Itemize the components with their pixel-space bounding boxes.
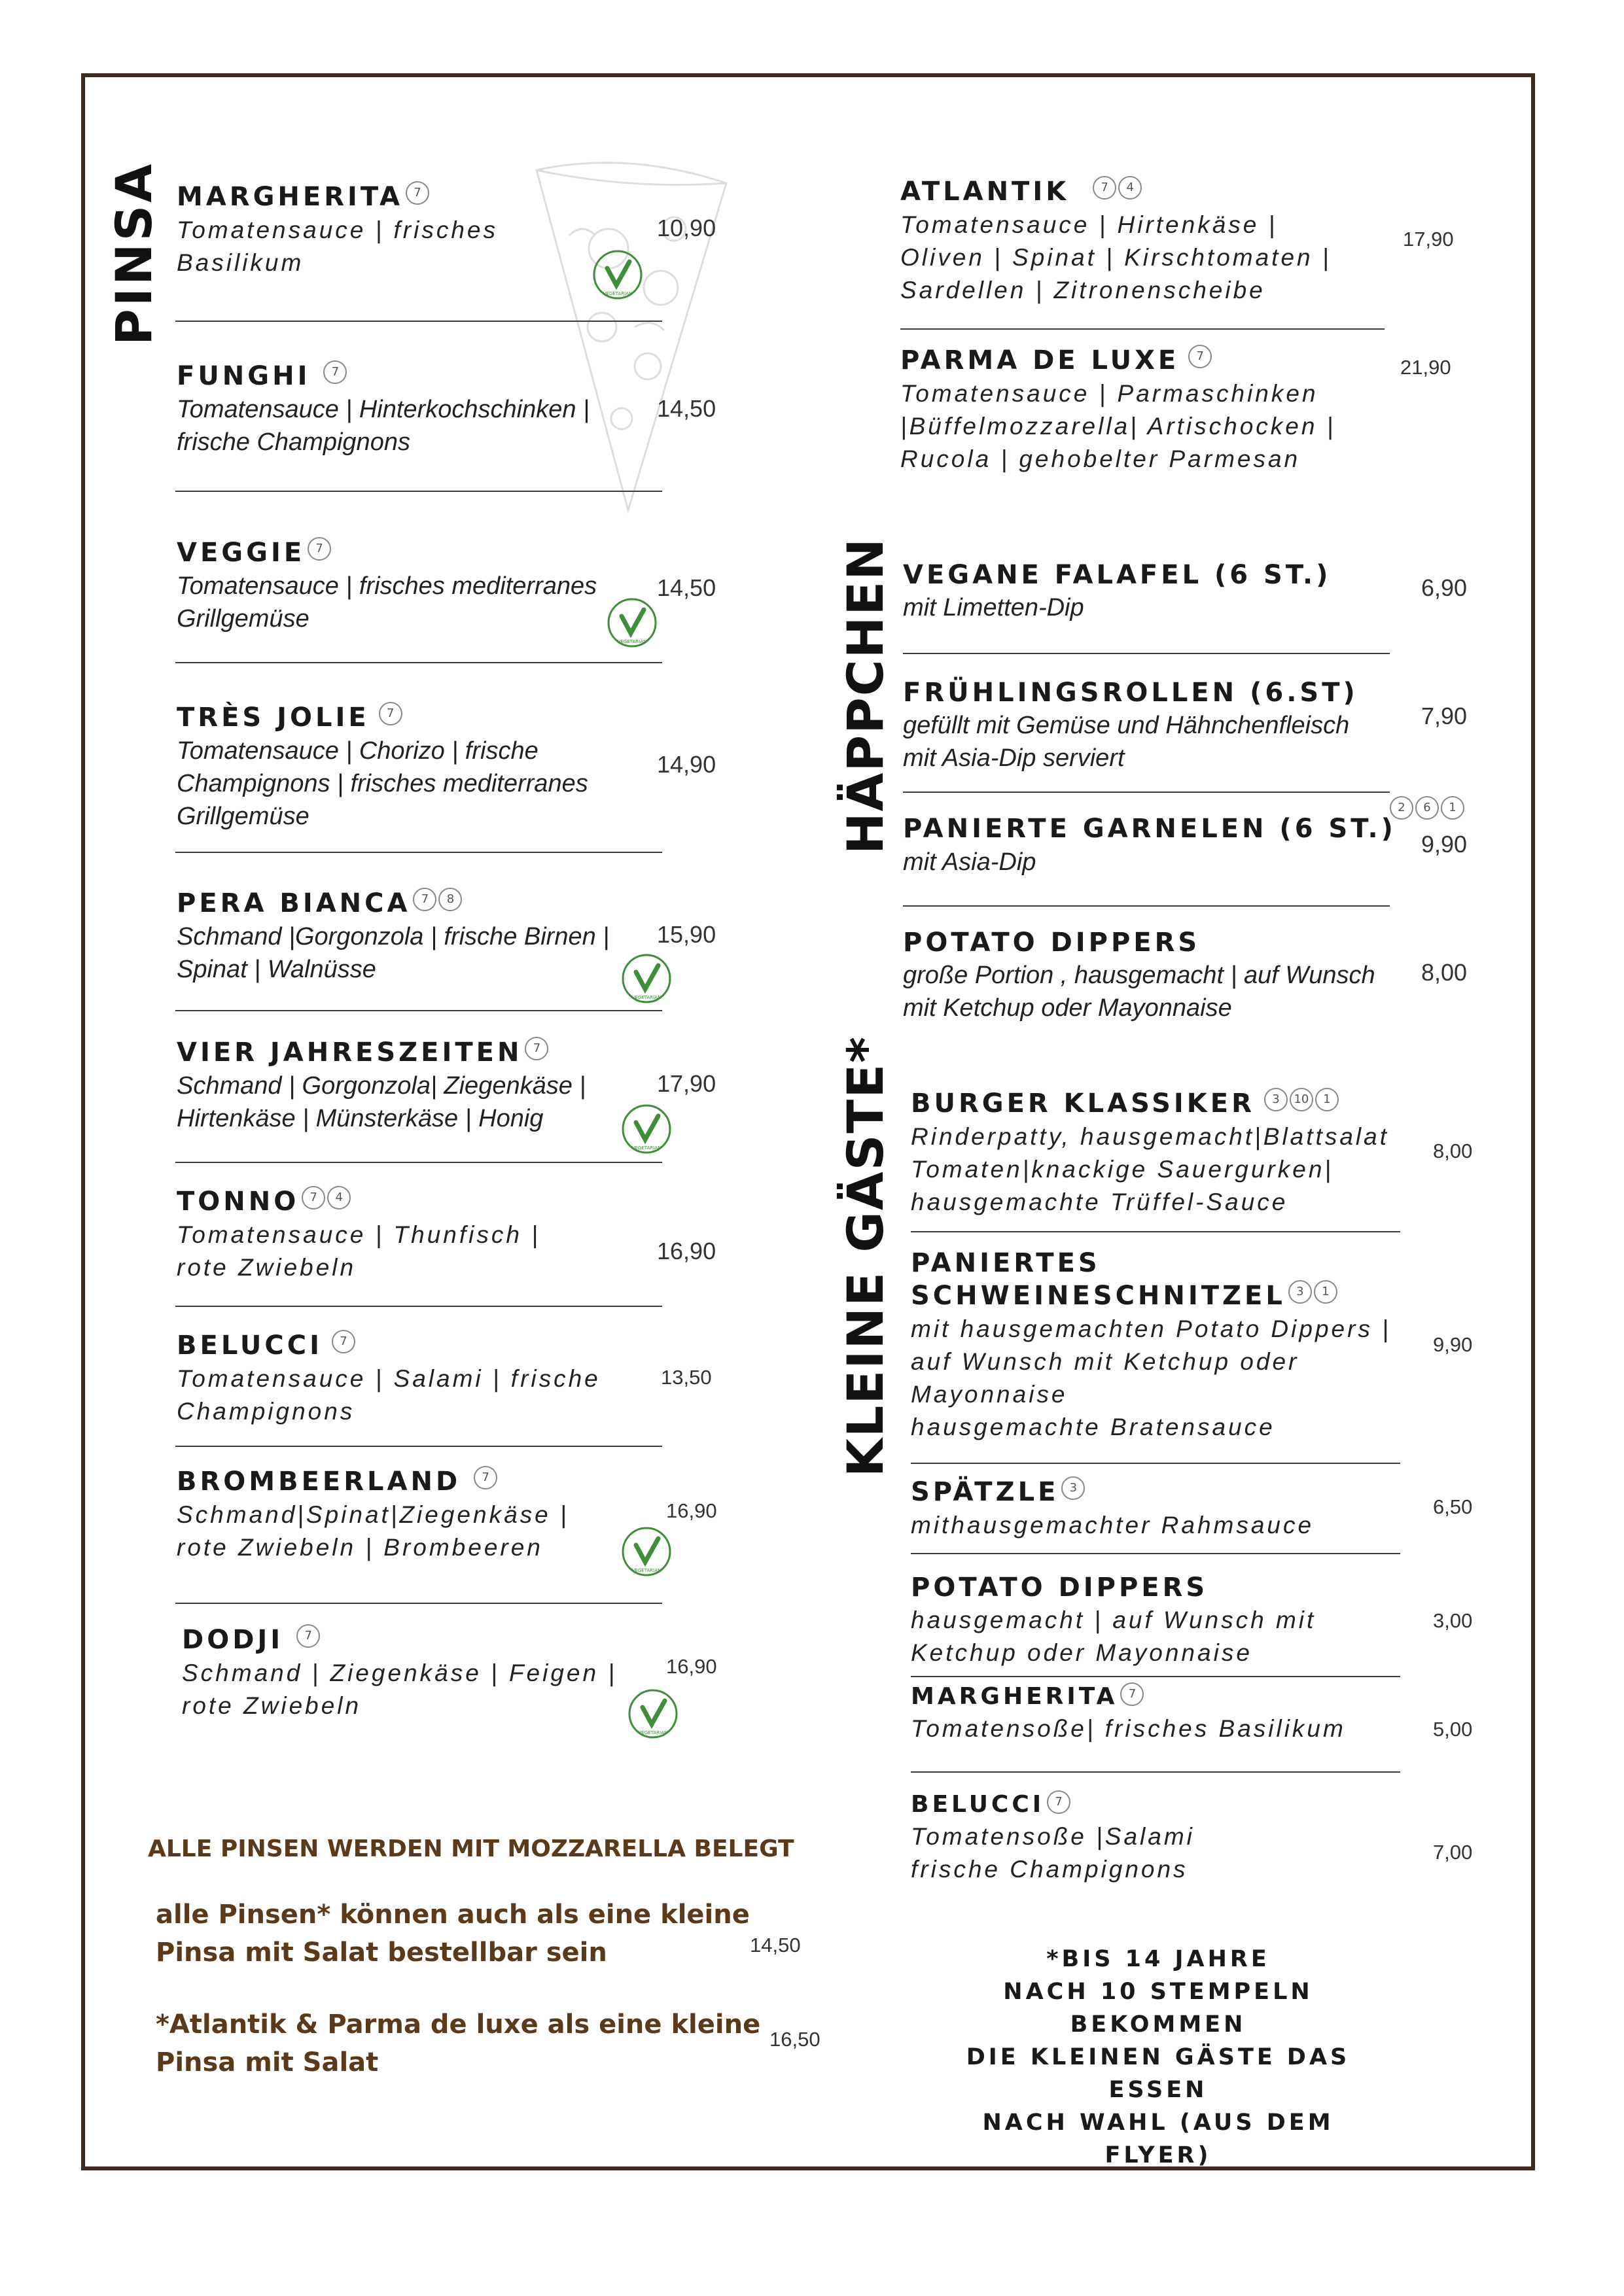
divider xyxy=(900,328,1385,330)
divider xyxy=(175,1603,662,1604)
menu-item-belucci-kids xyxy=(911,1790,1195,1886)
vegetarian-badge-icon xyxy=(627,1688,679,1740)
item-price: 6,90 xyxy=(1421,574,1468,601)
allergen-badges xyxy=(379,692,404,725)
divider xyxy=(903,791,1390,793)
menu-item-potato-dippers-kids xyxy=(911,1571,1316,1669)
allergen-badge: 7 xyxy=(1093,176,1116,200)
allergen-badge: 7 xyxy=(413,888,436,911)
item-price: 10,90 xyxy=(657,215,716,241)
divider xyxy=(911,1463,1400,1464)
allergen-badge: 7 xyxy=(1047,1790,1070,1814)
item-price: 7,90 xyxy=(1421,703,1468,729)
allergen-badge: 7 xyxy=(296,1624,320,1648)
menu-item-burger-klassiker xyxy=(911,1087,1389,1219)
note-small-atlantik-price: 16,50 xyxy=(769,2028,821,2051)
divider xyxy=(175,852,662,853)
allergen-badge: 4 xyxy=(1118,176,1142,200)
note-kids-age: *BIS 14 JAHRE NACH 10 STEMPELN BEKOMMEN DIE KLEINEN GÄSTE DAS ESSEN NACH WAHL (AUS DEM FLYER) xyxy=(966,1946,1350,2168)
menu-item-fruehlingsrollen xyxy=(903,676,1358,774)
item-description: Tomatensoße| frisches Basilikum xyxy=(911,1715,1346,1742)
allergen-badges xyxy=(332,1320,357,1353)
item-name: PARMA DE LUXE xyxy=(900,345,1180,375)
item-description: Tomatensauce | Hinterkochschinken | frische Champignons xyxy=(177,396,590,456)
veg-badge-label: VEGETARIAN xyxy=(617,639,647,644)
allergen-badge: 7 xyxy=(308,537,331,561)
item-name: BELUCCI xyxy=(911,1791,1045,1818)
item-name: MARGHERITA xyxy=(177,182,404,212)
item-name-line2: SCHWEINESCHNITZEL xyxy=(911,1281,1286,1311)
menu-item-brombeerland xyxy=(177,1465,569,1564)
allergen-badge: 7 xyxy=(302,1186,325,1209)
vegetarian-badge-icon xyxy=(620,952,673,1005)
allergen-badge: 7 xyxy=(406,181,429,205)
allergen-badges xyxy=(1061,1467,1087,1500)
divider xyxy=(911,1771,1400,1773)
menu-item-dodji xyxy=(182,1624,617,1722)
item-name: POTATO DIPPERS xyxy=(911,1573,1209,1603)
item-price: 6,50 xyxy=(1433,1495,1473,1518)
item-name: BELUCCI xyxy=(177,1331,323,1361)
item-price: 3,00 xyxy=(1433,1609,1473,1632)
item-description: mit Limetten-Dip xyxy=(903,594,1084,621)
note-small-pinsa: alle Pinsen* können auch als eine kleine Pinsa mit Salat bestellbar sein xyxy=(156,1900,750,1968)
item-description: hausgemacht | auf Wunsch mit Ketchup oder Mayonnaise xyxy=(911,1607,1316,1666)
item-price: 5,00 xyxy=(1433,1718,1473,1741)
item-name: FRÜHLINGSROLLEN (6.ST) xyxy=(903,678,1358,708)
item-description: Tomatensauce | Chorizo | frische Champignons | frisches mediterranes Grillgemüse xyxy=(177,737,588,830)
divider xyxy=(175,491,662,492)
allergen-badge: 7 xyxy=(1120,1682,1144,1706)
allergen-badge: 4 xyxy=(327,1186,351,1209)
divider xyxy=(175,321,662,322)
allergen-badges xyxy=(406,171,431,205)
divider xyxy=(175,1306,662,1307)
menu-item-potato-dippers xyxy=(903,926,1375,1024)
note-mozzarella: ALLE PINSEN WERDEN MIT MOZZARELLA BELEGT xyxy=(148,1835,794,1862)
item-price: 9,90 xyxy=(1421,831,1468,858)
menu-item-funghi xyxy=(177,360,590,459)
allergen-badges xyxy=(1047,1783,1072,1814)
menu-item-atlantik xyxy=(900,175,1332,307)
allergen-badges xyxy=(1120,1676,1146,1706)
item-name: VIER JAHRESZEITEN xyxy=(177,1037,523,1068)
item-name: BROMBEERLAND xyxy=(177,1467,461,1497)
item-price: 16,90 xyxy=(666,1499,717,1522)
allergen-badge: 1 xyxy=(1315,1088,1339,1111)
item-description: Rinderpatty, hausgemacht|Blattsalat Tomaten|knackige Sauergurken| hausgemachte Trüffel-Sauce xyxy=(911,1123,1389,1215)
menu-item-tonno xyxy=(177,1185,540,1284)
allergen-badge: 7 xyxy=(332,1330,355,1353)
menu-item-pera-bianca xyxy=(177,887,609,986)
item-price: 13,50 xyxy=(661,1366,712,1389)
allergen-badge: 7 xyxy=(1188,345,1212,368)
menu-item-paniertes-schweineschnitzel xyxy=(911,1247,1391,1444)
item-name: FUNGHI xyxy=(177,361,311,391)
divider xyxy=(175,662,662,663)
item-description: gefüllt mit Gemüse und Hähnchenfleisch mit Asia-Dip serviert xyxy=(903,712,1350,772)
divider xyxy=(911,1231,1400,1232)
divider xyxy=(903,653,1390,654)
allergen-badges xyxy=(296,1614,322,1648)
item-name: DODJI xyxy=(182,1625,284,1655)
vegetarian-badge-icon xyxy=(606,597,658,649)
section-title-pinsa: PINSA xyxy=(105,161,163,345)
item-name: VEGANE FALAFEL (6 ST.) xyxy=(903,560,1332,590)
allergen-badge: 3 xyxy=(1264,1088,1288,1111)
menu-item-spaetzle xyxy=(911,1476,1314,1542)
allergen-badges xyxy=(308,527,333,561)
divider xyxy=(903,905,1390,907)
item-description: Tomatensauce | frisches mediterranes Grillgemüse xyxy=(177,572,597,633)
veg-badge-label: VEGETARIAN xyxy=(638,1730,668,1735)
item-name: POTATO DIPPERS xyxy=(903,928,1201,958)
item-price: 15,90 xyxy=(657,921,716,948)
veg-badge-label: VEGETARIAN xyxy=(603,291,633,296)
divider xyxy=(911,1553,1400,1554)
menu-item-tres-jolie xyxy=(177,701,588,833)
allergen-badge: 7 xyxy=(525,1037,548,1060)
divider xyxy=(175,1010,662,1011)
allergen-badge: 1 xyxy=(1314,1280,1337,1304)
divider xyxy=(175,1446,662,1447)
allergen-badge: 6 xyxy=(1415,796,1439,820)
vegetarian-badge-icon xyxy=(620,1525,673,1578)
section-title-kleine-gaeste: KLEINE GÄSTE* xyxy=(836,1035,894,1477)
allergen-badges xyxy=(323,351,349,384)
allergen-badge: 7 xyxy=(323,360,347,384)
item-name: BURGER KLASSIKER xyxy=(911,1088,1255,1119)
item-price: 16,90 xyxy=(657,1238,716,1264)
item-price: 8,00 xyxy=(1421,959,1468,986)
item-price: 7,00 xyxy=(1433,1841,1473,1864)
divider xyxy=(911,1676,1400,1677)
item-name: TRÈS JOLIE xyxy=(177,703,370,733)
allergen-badges xyxy=(1093,166,1144,200)
allergen-badges xyxy=(302,1176,353,1209)
allergen-badges xyxy=(474,1456,499,1489)
item-description: Tomatensauce | Thunfisch | rote Zwiebeln xyxy=(177,1221,540,1281)
item-price: 8,00 xyxy=(1433,1139,1473,1162)
item-price: 14,50 xyxy=(657,395,716,422)
allergen-badge: 7 xyxy=(474,1466,497,1489)
allergen-badges xyxy=(1264,1078,1341,1111)
allergen-badge: 1 xyxy=(1441,796,1464,820)
item-description: große Portion , hausgemacht | auf Wunsch mit Ketchup oder Mayonnaise xyxy=(903,962,1375,1022)
item-description: Tomatensauce | Hirtenkäse | Oliven | Spinat | Kirschtomaten | Sardellen | Zitronenscheibe xyxy=(900,211,1332,304)
item-name: PANIERTES xyxy=(911,1248,1101,1278)
item-description: Schmand | Ziegenkäse | Feigen | rote Zwiebeln xyxy=(182,1660,617,1719)
veg-badge-label: VEGETARIAN xyxy=(631,995,662,1000)
allergen-badges xyxy=(1188,335,1214,368)
allergen-badge: 3 xyxy=(1061,1476,1085,1500)
vegetarian-badge-icon xyxy=(620,1103,673,1155)
menu-item-vier-jahreszeiten xyxy=(177,1036,586,1135)
note-small-atlantik: *Atlantik & Parma de luxe als eine kleine Pinsa mit Salat xyxy=(156,2009,761,2078)
menu-item-veggie xyxy=(177,536,597,635)
veg-badge-label: VEGETARIAN xyxy=(631,1568,662,1573)
note-small-pinsa-price: 14,50 xyxy=(750,1934,801,1957)
item-price: 14,90 xyxy=(657,751,716,778)
item-description: mit hausgemachten Potato Dippers | auf Wunsch mit Ketchup oder Mayonnaise hausgemachte Bratensauce xyxy=(911,1315,1391,1440)
allergen-badges xyxy=(413,878,464,911)
allergen-badges xyxy=(1390,786,1466,820)
allergen-badge: 3 xyxy=(1288,1280,1312,1304)
item-name: TONNO xyxy=(177,1187,300,1217)
allergen-badge: 7 xyxy=(379,702,402,725)
item-price: 17,90 xyxy=(657,1070,716,1097)
item-description: Schmand|Spinat|Ziegenkäse | rote Zwiebeln | Brombeeren xyxy=(177,1501,569,1561)
vegetarian-badge-icon xyxy=(591,249,644,301)
item-name: PANIERTE GARNELEN (6 ST.) xyxy=(903,814,1396,844)
item-description: mithausgemachter Rahmsauce xyxy=(911,1512,1315,1539)
menu-item-belucci xyxy=(177,1329,601,1428)
menu-item-parma-de-luxe xyxy=(900,344,1335,476)
item-description: Tomatensauce | Salami | frische Champignons xyxy=(177,1365,601,1425)
allergen-badge: 8 xyxy=(438,888,462,911)
allergen-badge: 2 xyxy=(1390,796,1413,820)
menu-item-margherita xyxy=(177,181,498,279)
item-price: 16,90 xyxy=(666,1655,717,1678)
veg-badge-label: VEGETARIAN xyxy=(631,1145,662,1151)
item-description: Tomatensauce | Parmaschinken |Büffelmozzarella| Artischocken | Rucola | gehobelter Parmesan xyxy=(900,380,1336,472)
section-title-haeppchen: HÄPPCHEN xyxy=(836,537,894,854)
item-description: Tomatensoße |Salami frische Champignons xyxy=(911,1823,1195,1883)
allergen-badge: 10 xyxy=(1290,1088,1313,1111)
item-price: 17,90 xyxy=(1403,228,1454,251)
item-name: ATLANTIK xyxy=(900,177,1070,207)
item-description: Schmand |Gorgonzola | frische Birnen | Spinat | Walnüsse xyxy=(177,923,610,983)
pizza-sketch-illustration xyxy=(510,157,746,523)
item-name: SPÄTZLE xyxy=(911,1477,1059,1507)
item-description: Schmand | Gorgonzola| Ziegenkäse | Hirtenkäse | Münsterkäse | Honig xyxy=(177,1072,586,1132)
item-name: PERA BIANCA xyxy=(177,888,411,918)
item-name: VEGGIE xyxy=(177,538,306,568)
menu-item-margherita-kids xyxy=(911,1682,1346,1745)
item-name: MARGHERITA xyxy=(911,1683,1118,1710)
allergen-badges xyxy=(525,1027,550,1060)
allergen-badges xyxy=(1288,1270,1339,1304)
item-description: Tomatensauce | frisches Basilikum xyxy=(177,217,498,276)
item-price: 21,90 xyxy=(1400,356,1451,379)
menu-item-vegane-falafel xyxy=(903,559,1332,624)
divider xyxy=(175,1162,662,1163)
item-price: 9,90 xyxy=(1433,1333,1473,1356)
menu-item-panierte-garnelen xyxy=(903,801,1466,878)
item-description: mit Asia-Dip xyxy=(903,848,1036,876)
item-price: 14,50 xyxy=(657,574,716,601)
